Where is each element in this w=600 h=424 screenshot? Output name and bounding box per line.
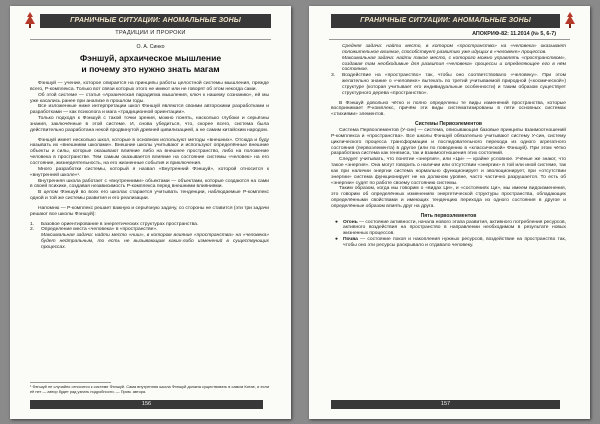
- divider: [30, 39, 271, 40]
- paragraph: Много разработки системы, который я назвал «Внутренний Фэншуй», которой относится к «внутренней школе»¹.: [30, 166, 269, 178]
- paragraph: Система Первоэлементов (У-син) — система, описывающая базовые принципы взаимоотношений Р-комплекса и «пространства». Все школы Фэншуй обязательно учитывают систему У-син, систему циклического процесса трансформации и последовательного перехода из одного агрегатного состояния (первоэлемента) в другое (или по поведению в «классической» Фэншуй). При этом чётко разработана система как генезиса, так и взаимоотношения этих состояний.: [331, 127, 566, 157]
- list-item: 1. Базовое ориентирование в энергетических структурах пространства.: [30, 221, 199, 227]
- paragraph: Фэншуй — учение, которое опирается на принципы работы целостной системы мышления, прежде всего, Р-комплекса. Только вот связи которых этого не имеют или не говорят об этом некогда сами.: [30, 81, 269, 92]
- tasks-list: [30, 222, 269, 234]
- article-body: [30, 81, 269, 251]
- article-title: [30, 53, 271, 75]
- subheading: Пять первоэлементов: [420, 212, 477, 219]
- paragraph: Внутренняя школа работает с «внутренними» объектами — объектами, которые создаются на сами в своей психике, создавая независимость Р-комплекса перед внешними влияниями.: [30, 178, 269, 190]
- right-page: [309, 6, 590, 419]
- article-title-line: Фэншуй, архаическое мышление: [79, 53, 222, 63]
- paragraph: Фэншуй имеет несколько школ, которые в основном используют методы «внешних». Отсюда и буду называть их «внешними школами». Внешние школы учитывают и используют определённые внешние объекты и силы, которые оказывают влияние либо на внешнее пространство, либо на положение человека в пространстве. Тем самым оказывается влияние на состояние системы «человек» на его состояние, жизнедеятельность, на его жизненные события и приключения.: [30, 137, 269, 166]
- paragraph: Таким образом, когда мы говорим о «видах Ци», и «состояниях Ци», мы имеем видоизменения, это говорим об определённых изменениях энергетической структуры пространства, обладающих определёнными свойствами и имеющих тенденцию перехода из одного состояния в другое и определённые образом влиять друг на друга.: [331, 186, 566, 209]
- section-title: ТРАДИЦИИ И ПРОРОКИ: [115, 30, 186, 36]
- list-item: ● Огонь — состояние активности, начала нового этапа развития, активного потребления ресурсов, активного воздействия на пространство в направлении необходимом в результате новых жизненных процессов.: [335, 219, 566, 237]
- page-number: 156: [30, 400, 263, 409]
- list-item: 2. Определение места «человека» в «пространстве».: [30, 227, 158, 233]
- paragraph: В Фэншуй довольно чётко и полно определены те виды изменений пространства, которые воспринимает Р-комплекс, причём эти виды систематизированы в пяти основных системах «стихиями» элементов.: [331, 100, 566, 118]
- paragraph: Максимальная задача: найти место «ниш», в котором влияние «пространства» на «человека» будет нейтральным, то есть не вызывающим каких-либо изменений в существующих процессах.: [41, 233, 269, 250]
- left-page: [10, 6, 291, 419]
- bullet-icon: ●: [335, 237, 338, 243]
- paragraph: Средняя задача: найти место, в котором «пространство» на «человека» оказывает положительное влияние, способствует развитию уже идущих в «человеке» процессов.: [342, 44, 566, 55]
- paragraph: Следует учитывать, что понятие «энергия», или «Ци» — крайне условное. Учёные же знают, что такое «энергия». Она могут говорить о наличии или отсутствии «энергии» в той или иной системе, так как при наличии энергии система нормально функционирует и эволюционирует, при «отсутствии энергии» система функционирует не на должном уровне, часто частично разрушается. То есть об «энергии» судят по работе своему состоянию системы.: [331, 157, 566, 186]
- footnote-divider: [30, 382, 111, 383]
- paragraph: В целом Фэншуй во всех его школах старается учитывать тенденции, наблюдаемые Р-комплекс одной и той же системы развития и его реализации.: [30, 190, 269, 202]
- paragraph: Об этой системе — статья «Архаическая парадигма мышления, ключ к нашему сознанию», ей мы уже касались ранее при анализе в прошлом годы.: [30, 92, 269, 104]
- article-body: [331, 44, 566, 249]
- list-item: 3. Воздействие на «пространство» так, чтобы оно соответствовало «человеку». При этом желательно знание о «человеке» вытекать по третий учитываемой природной («космической») структуре (которая учитывает его индивидуальные особенности) и таким образом существует структурного дерева «пространство».: [331, 73, 566, 96]
- emblem-icon: [24, 12, 36, 28]
- page-number: 157: [331, 400, 560, 409]
- page-header: ГРАНИЧНЫЕ СИТУАЦИИ: АНОМАЛЬНЫЕ ЗОНЫ: [331, 14, 560, 28]
- issue-label: АПОКРИФ-82: 11.2014 (№ 5, 6-7): [472, 31, 556, 37]
- emblem-icon: [564, 12, 576, 28]
- article-title-line: и почему это нужно знать магам: [81, 64, 220, 74]
- tasks-list: [331, 73, 566, 96]
- subheading: Системы Первоэлементов: [414, 121, 483, 128]
- page-header: ГРАНИЧНЫЕ СИТУАЦИИ: АНОМАЛЬНЫЕ ЗОНЫ: [40, 14, 271, 28]
- bullet-icon: ●: [335, 219, 338, 225]
- paragraph: Напомню — Р-комплекс решает важную и серьёзную задачу, со стороны не ставится (эти три задачи решают все школы Фэншуй):: [30, 205, 269, 217]
- paragraph: Только подходя к Фэншуй с такой точки зрения, можно понять, насколько глубоки и серьёзны знания, заключённые в этой системе. И, снова убедиться, что, скорее всего, система была действительно разработана некой продвинутой древней цивилизацией, а не самим китайским народом.: [30, 116, 269, 133]
- article-author: О. А. Синко: [136, 44, 165, 50]
- list-item: ● Почва — состояние покоя и накопления нужных ресурсов, воздействие на пространство так, чтобы оно эти ресурсы раскрывало и отдавало человеку.: [335, 237, 566, 248]
- paragraph: Все изложенные ниже интерпретации школ Фэншуй являются своими авторскими разработками и разработками — как психолога и мага «традиционной ориентации».: [30, 104, 269, 116]
- paragraph: Максимальная задача: найти такое место, с которого можно управлять «пространством», создавая там необходимые для развития «человека» процессы и определяющее его в нём состояние.: [342, 55, 566, 73]
- divider: [329, 39, 570, 40]
- elements-list: [331, 220, 566, 249]
- footnote: ¹ Фэншуй не случайно относится к системе Фэншуй. Сама внутренняя школа Фэншуй должна существовать в самом Китае, и если её нет — автор будет рад узнать подробности. — Прим. автора.: [30, 384, 269, 394]
